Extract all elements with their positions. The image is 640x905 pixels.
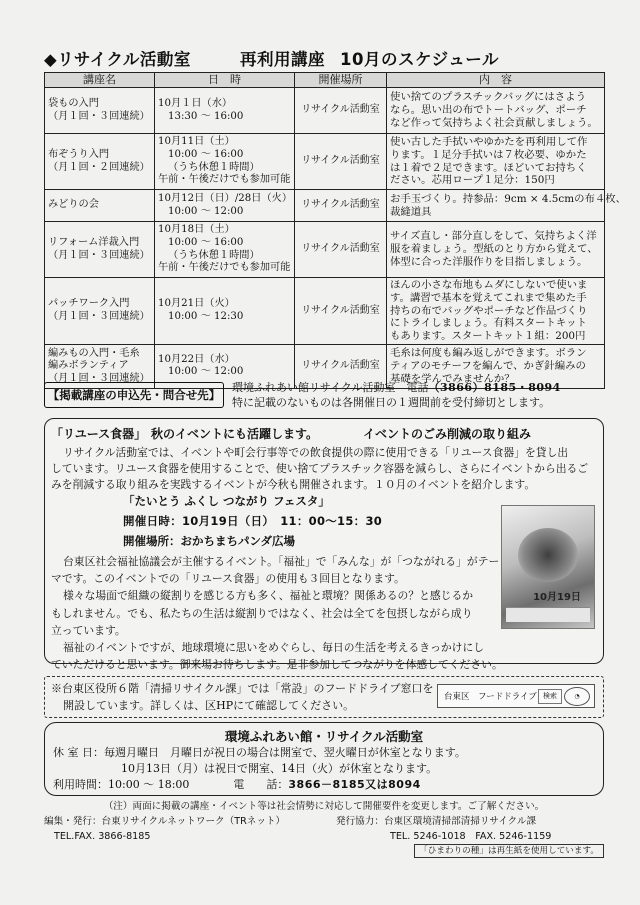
course-description: サイズ直し・部分直しをして、気持ちよく洋 服を着ましょう。型紙のとり方から覚えて、 体型に合った洋服作りを目指しましょう。 (387, 222, 605, 278)
opening-hours-text (53, 745, 598, 793)
header-course-name: 講座名 (45, 73, 155, 88)
course-name: 編みもの入門・毛糸 編みボランティア （月１回・３回連続） (45, 344, 155, 388)
course-name: リフォーム洋裁入門 （月１回・３回連続） (45, 222, 155, 278)
search-button: 検索 (538, 689, 562, 704)
course-venue: リサイクル活動室 (295, 344, 387, 388)
application-label: 【掲載講座の申込先・問合せ先】 (44, 382, 224, 408)
header-venue: 開催場所 (295, 73, 387, 88)
closed-days: 休 室 日：毎週月曜日 月曜日が祝日の場合は開室で、翌火曜日が休室となります。 (53, 746, 466, 759)
event-flyer-image (501, 505, 595, 629)
event-name: 「たいとう ふくし つながり フェスタ」 (123, 494, 330, 508)
reuse-section-title: 「リユース食器」 秋のイベントにも活躍します。 イベントのごみ削減の取り組み (51, 427, 532, 441)
table-row (45, 134, 605, 190)
course-venue: リサイクル活動室 (295, 190, 387, 222)
course-description: 使い古した手拭いやゆかたを再利用して作 ります。１足分手拭いは７枚必要、ゆかた は１着で２足できます。ほどいてお持ちく ださい。芯用ロープ１足分：150円 (387, 134, 605, 190)
flyer-graphic (518, 528, 578, 582)
course-venue: リサイクル活動室 (295, 88, 387, 134)
search-box-graphic (437, 684, 595, 708)
course-date: 10月12日（日）/28日（火） 10:00 ～ 12:00 (155, 190, 295, 222)
header-datetime: 日 時 (155, 73, 295, 88)
course-venue: リサイクル活動室 (295, 278, 387, 345)
facility-name: 環境ふれあい館・リサイクル活動室 (224, 729, 424, 744)
footer (44, 814, 604, 854)
table-row (45, 88, 605, 134)
course-description: お手玉づくり。持参品：9cm × 4.5cmの布４枚、 裁縫道具 (387, 190, 605, 222)
course-description: 使い捨てのプラスチックバッグにはさよう なら。思い出の布でトートバッグ、ポーチ など作って気持ちよく社会貢献しましょう。 (387, 88, 605, 134)
schedule-table (44, 72, 627, 389)
course-date: 10月22日（水） 10:00 ～ 12:00 (155, 344, 295, 388)
cooperation-info: 発行協力：台東区環境清掃部清掃リサイクル課 TEL. 5246-1018 FAX. 5246-1159 (336, 816, 552, 842)
opening-hours-box (44, 722, 604, 796)
schedule-heading (44, 46, 604, 70)
course-name: みどりの会 (45, 190, 155, 222)
course-name: 袋もの入門 （月１回・３回連続） (45, 88, 155, 134)
mascot-logo-icon: ◔ (564, 687, 590, 706)
food-drive-text: ※台東区役所６階「清掃リサイクル課」では「常設」のフードドライブ窓口を 開設しています。詳しくは、区HPにて確認してください。 (51, 682, 434, 712)
schedule-title-room: ◆リサイクル活動室 (44, 50, 191, 69)
application-phone: （3866）8185・8094 (428, 381, 561, 394)
reuse-intro: リサイクル活動室では、イベントや町会行事等での飲食提供の際に使用できる「リユース食器」を貸し出 しています。リユース食器を使用することで、使い捨てプラスチック容器を減らし、さらにイベントから出るご みを削減する取り組みを実践するイベントが今秋も開催されます。１０月のイベントを紹介します。 (51, 446, 589, 491)
event-place: 開催場所：おかちまちパンダ広場 (123, 534, 296, 548)
course-date: 10月21日（火） 10:00 ～ 12:30 (155, 278, 295, 345)
application-deadline: 特に記載のないものは各開催日の１週間前を受付締切とします。 (232, 396, 551, 409)
course-venue: リサイクル活動室 (295, 222, 387, 278)
event-datetime: 開催日時：10月19日（日） 11：00～15：30 (123, 514, 383, 528)
application-line1: 環境ふれあい館リサイクル活動室 電話 (232, 381, 429, 394)
course-date: 10月18日（土） 10:00 ～ 16:00 （うち休憩１時間） 午前・午後だけでも参加可能 (155, 222, 295, 278)
application-text (232, 380, 604, 410)
reuse-tableware-section (44, 418, 604, 672)
search-query: 台東区 フードドライブ (444, 692, 537, 702)
application-contact (44, 380, 604, 412)
course-name: パッチワーク入門 （月１回・３回連続） (45, 278, 155, 345)
holiday-note: 10月13日（月）は祝日で開室、14日（火）が休室となります。 (121, 762, 438, 775)
food-drive-notice (44, 676, 604, 718)
table-row (45, 278, 605, 345)
schedule-title-course: 再利用講座 (240, 50, 325, 69)
course-description: ほんの小さな布地もムダにしないで使いま す。講習で基本を覚えてこれまで集めた手 持ちの布でバッグやポーチなど作品づくり にトライしましょう。有料スタートキット もあります。スタートキット１組：200円 (387, 278, 605, 345)
event-description: 台東区社会福祉協議会が主催するイベント。「福祉」で「みんな」が「つながれる」がテー マです。このイベントでの「リユース食器」の使用も３回目となります。 様々な場面で組織の縦割りを感じる方も多く、福祉と環境？関係あるの？と感じるか もしれません。でも、私たちの生活は縦割りではなく、社会は全てを包摂しながら成り 立っています。 福祉のイベントですが、地球環境に思いをめぐらし、毎日の生活を考えるきっかけにし ていただけると思います。御来場お待ちします。是非参加してつながりを体感してください。 (51, 555, 503, 672)
flyer-date: 10月19日 (533, 592, 581, 603)
course-description: 毛糸は何度も編み返しができます。ボラン ティアのモチーフを編んで、かぎ針編みの 基礎を学んでみませんか？ (387, 344, 605, 388)
flyer-footer-strip (506, 607, 590, 622)
recycled-paper-note: 「ひまわりの種」は再生紙を使用しています。 (414, 844, 604, 858)
table-row (45, 190, 605, 222)
course-name: 布ぞうり入門 （月１回・２回連続） (45, 134, 155, 190)
course-date: 10月11日（土） 10:00 ～ 16:00 （うち休憩１時間） 午前・午後だけでも参加可能 (155, 134, 295, 190)
header-content: 内 容 (387, 73, 605, 88)
table-row (45, 222, 605, 278)
course-date: 10月１日（水） 13:30 ～ 16:00 (155, 88, 295, 134)
facility-phone: 3866－8185又は8094 (288, 778, 421, 791)
usage-hours: 利用時間：10:00 ～ 18:00 電 話： (53, 778, 289, 791)
publisher-info: 編集・発行：台東リサイクルネットワーク（TRネット） TEL.FAX. 3866-8185 (44, 816, 286, 842)
course-venue: リサイクル活動室 (295, 134, 387, 190)
disclaimer-note: （注）両面に掲載の講座・イベント等は社会情勢に対応して開催要件を変更します。ご了解ください。 (103, 801, 545, 812)
table-header-row (45, 73, 605, 88)
schedule-title-month: 10月のスケジュール (340, 50, 499, 69)
